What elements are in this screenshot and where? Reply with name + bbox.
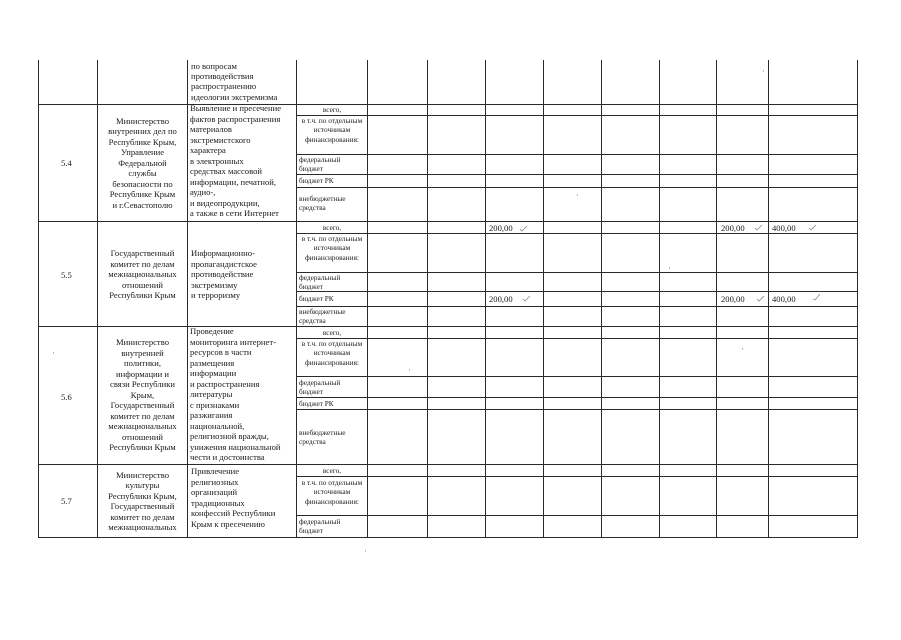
executor-line: межнациональных [108,421,177,431]
subrow-separator [296,187,858,188]
measure-line: аудио-, [190,187,216,197]
executor-line: Государственный [110,248,175,258]
grid-line [857,60,858,538]
measure-line: литературы [190,389,233,399]
executor-line: межнациональных [108,269,177,279]
executor-line: Управление [120,147,165,157]
subrow-separator [296,306,858,307]
measure-line: в электронных [190,156,244,166]
funding-extrabudget: внебюджетные средства [299,307,346,326]
grid-line [485,60,486,538]
executor-line: комитет по делам [110,512,175,522]
executor-line: Республики Крым, [108,491,177,501]
grid-line [367,60,368,538]
check-mark-icon [808,224,818,232]
executor-line: Министерство [116,337,169,347]
measure-line: экстремизму [191,280,238,290]
row-separator [38,464,858,465]
executor-line: безопасности по [112,179,173,189]
row-number: 5.7 [61,496,72,506]
subrow-separator [296,515,858,516]
scan-speck: · [52,348,55,358]
subrow-separator [296,338,858,339]
funding-federal: федеральный бюджет [299,378,341,397]
subrow-separator [296,376,858,377]
check-mark-icon [756,295,766,303]
measure-line: информации, печатной, [190,177,277,187]
executor-line: службы [128,168,157,178]
value-cell: 400,00 [772,294,796,304]
measure-line: по вопросам [191,61,237,71]
measure-line: мониторинга интернет- [190,337,276,347]
executor-line: комитет по делам [110,259,175,269]
measure-line: Выявление и пресечение [190,103,282,113]
value-cell: 200,00 [721,294,745,304]
measure-line: ресурсов в части [190,347,252,357]
row-number: 5.4 [61,158,72,168]
measure-line: распространению [191,81,257,91]
measure-line: размещения [190,358,235,368]
executor-line: отношений [121,280,164,290]
funding-total: всего, [322,466,342,475]
executor-line: Республики Крым [109,442,176,452]
measure-line: информации [190,368,237,378]
measure-line: а также в сети Интернет [190,208,279,218]
executor-line: межнациональных [108,522,177,532]
scan-speck: · [762,66,765,76]
executor-line: и г.Севастополю [112,200,173,210]
measure-line: религиозных [191,477,239,487]
grid-line [543,60,544,538]
subrow-separator [296,115,858,116]
scan-speck: · [408,365,411,375]
executor-line: Крым, [130,390,155,400]
funding-by-source: в т.ч. по отдельным источникам финансирования: [301,234,363,262]
executor-line: Республики Крым [109,290,176,300]
funding-total: всего, [322,328,342,337]
executor-line: информации и [116,369,169,379]
measure-line: и распространения [190,379,260,389]
funding-rk: бюджет РК [299,294,334,303]
measure-line: Крым к пресечению [191,519,265,529]
row-number: 5.5 [61,270,72,280]
measure-line: средствах массовой [190,166,262,176]
funding-federal: федеральный бюджет [299,517,341,536]
executor-line: Федеральной [118,158,167,168]
value-cell: 400,00 [772,223,796,233]
row-separator [38,326,858,327]
grid-line [659,60,660,538]
measure-line: пропагандистское [191,259,257,269]
value-cell: 200,00 [489,294,513,304]
executor-line: Министерство [116,116,169,126]
scan-speck: · [364,546,367,556]
check-mark-icon [522,295,532,303]
measure-line: Информационно- [191,248,255,258]
check-mark-icon [754,224,764,232]
executor-line: внутренних дел по [108,126,177,136]
scan-speck: · [576,190,579,200]
measure-line: с признаками [190,400,240,410]
row-separator [38,104,858,105]
funding-by-source: в т.ч. по отдельным источникам финансирования: [301,116,363,144]
funding-federal: федеральный бюджет [299,273,341,292]
executor-line: комитет по делам [110,411,175,421]
executor-line: Республике Крым [109,189,176,199]
executor-line: отношений [121,432,164,442]
measure-line: разжигания [190,410,233,420]
measure-line: Привлечение [191,466,240,476]
scan-speck: · [668,263,671,273]
executor-line: Республике Крым, [108,137,177,147]
scan-speck: · [741,344,744,354]
funding-total: всего, [322,223,342,232]
funding-rk: бюджет РК [299,399,334,408]
measure-line: национальной, [190,421,245,431]
check-mark-icon [519,225,529,233]
measure-line: экстремистского [190,135,251,145]
measure-line: фактов распространения [190,114,281,124]
measure-line: религиозной вражды, [190,431,269,441]
subrow-separator [296,409,858,410]
funding-total: всего, [322,105,342,114]
executor-line: Государственный [110,400,175,410]
subrow-separator [296,174,858,175]
subrow-separator [296,291,858,292]
executor-line: Министерство [116,470,169,480]
funding-extrabudget: внебюджетные средства [299,428,346,447]
funding-by-source: в т.ч. по отдельным источникам финансирования: [301,339,363,367]
value-cell: 200,00 [489,223,513,233]
funding-extrabudget: внебюджетные средства [299,194,346,213]
measure-line: конфессий Республики [191,508,276,518]
value-cell: 200,00 [721,223,745,233]
executor-line: Государственный [110,501,175,511]
measure-line: и терроризму [191,290,241,300]
check-mark-icon [812,293,822,301]
measure-line: организаций [191,487,238,497]
grid-line [768,60,769,538]
row-separator [38,221,858,222]
row-separator [38,537,858,538]
measure-line: унижения национальной [190,442,281,452]
grid-line [601,60,602,538]
subrow-separator [296,397,858,398]
executor-line: культуры [125,480,160,490]
funding-rk: бюджет РК [299,176,334,185]
funding-by-source: в т.ч. по отдельным источникам финансирования: [301,478,363,506]
measure-line: материалов [190,124,232,134]
row-number: 5.6 [61,392,72,402]
grid-line [187,60,188,538]
funding-federal: федеральный бюджет [299,155,341,174]
grid-line [427,60,428,538]
measure-line: идеологии экстремизма [191,92,278,102]
measure-line: противодействия [191,71,254,81]
executor-line: связи Республики [110,379,175,389]
grid-line [38,60,39,538]
executor-line: внутренней [121,348,164,358]
measure-line: чести и достоинства [190,452,265,462]
measure-line: Проведение [190,326,234,336]
subrow-separator [296,476,858,477]
measure-line: и видеопродукции, [190,198,260,208]
measure-line: традиционных [191,498,245,508]
grid-line [716,60,717,538]
measure-line: противодействие [191,269,254,279]
executor-line: политики, [124,358,161,368]
measure-line: характера [190,145,226,155]
subrow-separator [296,154,858,155]
subrow-separator [296,272,858,273]
